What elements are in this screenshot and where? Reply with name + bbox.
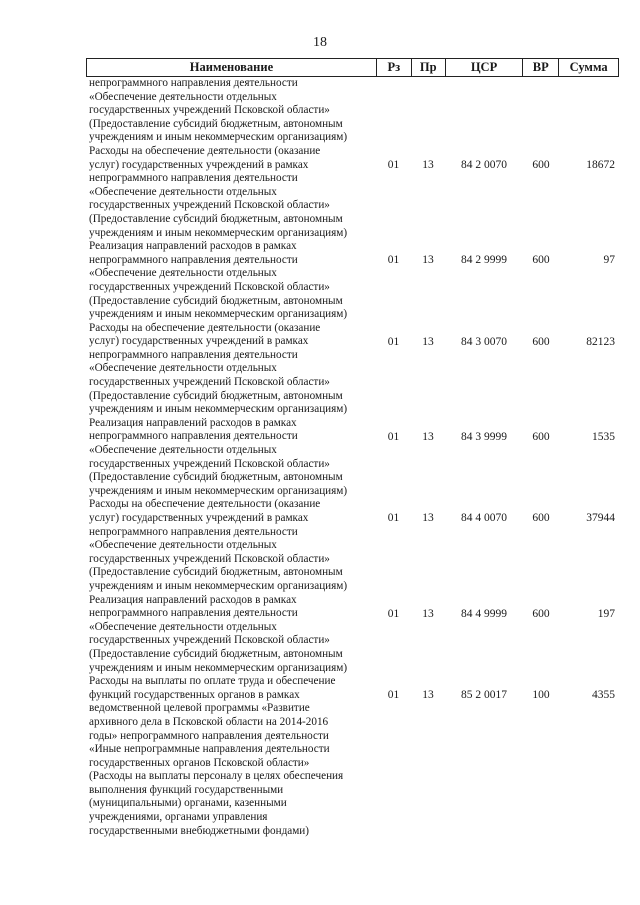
row-sum: 1535 (592, 430, 615, 443)
row-name: Расходы на обеспечение деятельности (оказание услуг) государственных учреждений в рамках непрограммного направления деятельности «Обеспечение деятельности отдельных государственных учреждений Псковской области» (Предоставление субсидий бюджетным, автономным учреждениям и иным некоммерческим организациям) (89, 144, 348, 239)
row-csr: 84 2 9999 (461, 254, 507, 267)
row-vr: 100 (532, 689, 550, 702)
row-name: Расходы на обеспечение деятельности (оказание услуг) государственных учреждений в рамках непрограммного направления деятельности «Обеспечение деятельности отдельных государственных учреждений Псковской области» (Предоставление субсидий бюджетным, автономным учреждениям и иным некоммерческим организациям) (89, 498, 348, 592)
row-csr: 84 2 0070 (461, 158, 507, 171)
row-rz: 01 (387, 158, 400, 171)
table-row (86, 594, 619, 676)
row-name: Расходы на выплаты по оплате труда и обеспечение функций государственных органов в рамках ведомственной целевой программы «Развитие архивного дела в Псковской области на 2014-2016 годы» непрограммного направления деятельности «Иные непрограммные направления деятельности государственных органов Псковской области» (Расходы на выплаты персоналу в целях обеспечения выполнения функций государственными (муниципальными) органами, казенными учреждениями, органами управления государственными внебюджетными фондами) (89, 675, 344, 837)
table-row (86, 240, 619, 322)
row-pr (411, 77, 445, 145)
row-vr: 600 (532, 254, 550, 267)
row-vr: 600 (532, 607, 550, 620)
row-name: непрограммного направления деятельности «Обеспечение деятельности отдельных государственных учреждений Псковской области» (Предоставление субсидий бюджетным, автономным учреждениям и иным некоммерческим организациям) (89, 77, 348, 144)
header-name: Наименование (189, 60, 274, 74)
table-row (86, 498, 619, 593)
row-sum: 97 (603, 254, 615, 267)
table-row (86, 77, 619, 145)
row-vr: 600 (532, 335, 550, 348)
header-csr: ЦСР (445, 59, 523, 76)
row-rz: 01 (387, 607, 400, 620)
row-name: Расходы на обеспечение деятельности (оказание услуг) государственных учреждений в рамках непрограммного направления деятельности «Обеспечение деятельности отдельных государственных учреждений Псковской области» (Предоставление субсидий бюджетным, автономным учреждениям и иным некоммерческим организациям) (89, 321, 348, 416)
row-csr: 84 3 0070 (461, 335, 507, 348)
table-row (86, 322, 619, 417)
row-rz: 01 (387, 512, 400, 525)
row-vr: 600 (532, 430, 550, 443)
row-vr (523, 77, 559, 145)
row-sum: 37944 (586, 512, 615, 525)
row-name: Реализация направлений расходов в рамках непрограммного направления деятельности «Обеспечение деятельности отдельных государственных учреждений Псковской области» (Предоставление субсидий бюджетным, автономным учреждениям и иным некоммерческим организациям) (89, 593, 348, 674)
row-name: Реализация направлений расходов в рамках непрограммного направления деятельности «Обеспечение деятельности отдельных государственных учреждений Псковской области» (Предоставление субсидий бюджетным, автономным учреждениям и иным некоммерческим организациям) (89, 416, 348, 497)
row-pr: 13 (422, 430, 434, 443)
row-pr: 13 (422, 335, 434, 348)
row-sum: 82123 (586, 335, 615, 348)
row-vr: 600 (532, 512, 550, 525)
budget-table (86, 58, 619, 838)
table-row (86, 675, 619, 838)
row-pr: 13 (422, 607, 434, 620)
row-rz: 01 (387, 430, 400, 443)
page-number: 18 (313, 35, 327, 50)
table-header (86, 58, 619, 77)
row-vr: 600 (532, 158, 550, 171)
header-pr: Пр (411, 59, 445, 76)
row-csr: 84 4 9999 (461, 607, 507, 620)
row-pr: 13 (422, 158, 434, 171)
row-pr: 13 (422, 512, 434, 525)
row-csr: 84 4 0070 (461, 512, 507, 525)
row-pr: 13 (422, 254, 434, 267)
row-csr (445, 77, 523, 145)
header-rz: Рз (376, 59, 411, 76)
row-sum (559, 77, 619, 145)
header-vr: ВР (522, 59, 558, 76)
table-row (86, 145, 619, 240)
row-name: Реализация направлений расходов в рамках непрограммного направления деятельности «Обеспечение деятельности отдельных государственных учреждений Псковской области» (Предоставление субсидий бюджетным, автономным учреждениям и иным некоммерческим организациям) (89, 240, 348, 321)
row-rz (376, 77, 411, 145)
row-sum: 4355 (592, 689, 615, 702)
row-pr: 13 (422, 689, 434, 702)
row-rz: 01 (387, 689, 400, 702)
table-row (86, 417, 619, 499)
row-rz: 01 (387, 335, 400, 348)
row-sum: 197 (597, 607, 615, 620)
row-csr: 85 2 0017 (461, 689, 507, 702)
row-csr: 84 3 9999 (461, 430, 507, 443)
header-sum: Сумма (558, 59, 618, 76)
row-sum: 18672 (586, 158, 615, 171)
row-rz: 01 (387, 254, 400, 267)
